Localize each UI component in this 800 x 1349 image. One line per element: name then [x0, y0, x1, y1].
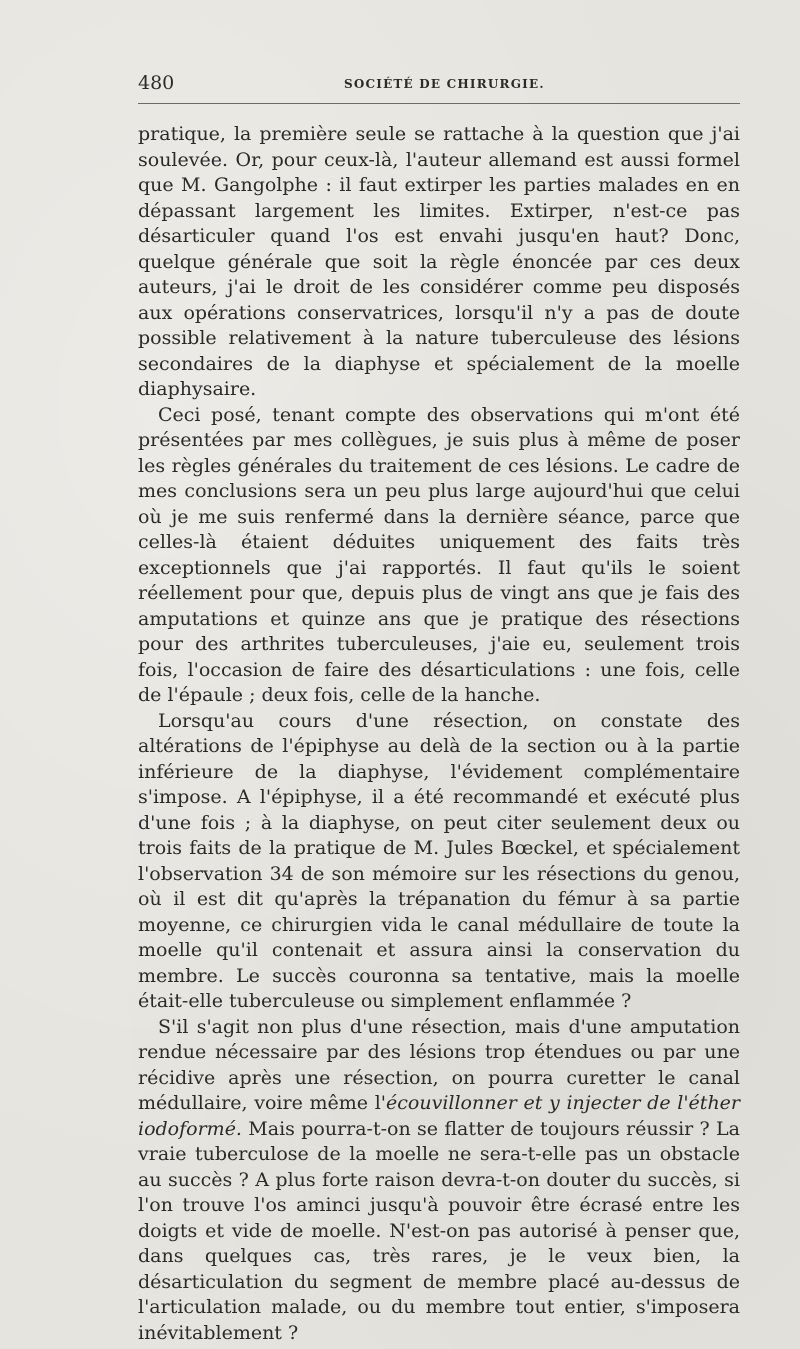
paragraph-3: Lorsqu'au cours d'une résection, on constate des altérations de l'épiphyse au delà de la section ou à la partie inférieure de la diaphyse, l'évidement complémentaire s'impose. A l'épiphyse, il a été recommandé et exécuté plus d'une fois ; à la diaphyse, on peut citer seulement deux ou trois faits de la pratique de M. Jules Bœckel, et spécialement l'observation 34 de son mémoire sur les résections du genou, où il est dit qu'après la trépanation du fémur à sa partie moyenne, ce chirurgien vida le canal médullaire de toute la moelle qu'il contenait et assura ainsi la conservation du membre. Le succès couronna sa tentative, mais la moelle était-elle tuberculeuse ou simplement enflammée ? — [138, 709, 740, 1012]
paragraph-2: Ceci posé, tenant compte des observations qui m'ont été présentées par mes collègues, je suis plus à même de poser les règles générales du traitement de ces lésions. Le cadre de mes conclusions sera un peu plus large aujourd'hui que celui où je me suis renfermé dans la dernière séance, parce que celles-là étaient déduites uniquement des faits très exceptionnels que j'ai rapportés. Il faut qu'ils le soient réellement pour que, depuis plus de vingt ans que je fais des amputations et quinze ans que je pratique des résections pour des arthrites tuberculeuses, j'aie eu, seulement trois fois, l'occasion de faire des désarticulations : une fois, celle de l'épaule ; deux fois, celle de la hanche. — [138, 403, 740, 706]
header-rule — [138, 103, 740, 104]
running-head: SOCIÉTÉ DE CHIRURGIE. — [344, 77, 545, 91]
page-number: 480 — [138, 72, 175, 94]
paragraph-4 — [138, 1015, 740, 1347]
paragraph-4-text-before: S'il s'agit non plus d'une résection, mais d'une amputation rendue nécessaire par des lésions trop étendues ou par une récidive après une résection, on pourra curetter le canal médullaire, voire même l' — [138, 1015, 740, 1114]
body-text — [138, 122, 740, 1346]
paragraph-4-italic-text: écouvillonner et y injecter de l'éther iodoformé. — [138, 1092, 741, 1140]
paragraph-1: pratique, la première seule se rattache à la question que j'ai soulevée. Or, pour ceux-là, l'auteur allemand est aussi formel que M. Gangolphe : il faut extirper les parties malades en en dépassant largement les limites. Extirper, n'est-ce pas désarticuler quand l'os est envahi jusqu'en haut? Donc, quelque générale que soit la règle énoncée par ces deux auteurs, j'ai le droit de les considérer comme peu disposés aux opérations conservatrices, lorsqu'il n'y a pas de doute possible relativement à la nature tuberculeuse des lésions secondaires de la diaphyse et spécialement de la moelle diaphysaire. — [138, 123, 740, 400]
page-header — [138, 72, 740, 100]
paragraph-4-text-after: Mais pourra-t-on se flatter de toujours réussir ? La vraie tuberculose de la moelle ne sera-t-elle pas un obstacle au succès ? A plus forte raison devra-t-on douter du succès, si l'on trouve l'os aminci jusqu'à pouvoir être écrasé entre les doigts et vide de moelle. N'est-on pas autorisé à penser que, dans quelques cas, très rares, je le veux bien, la désarticulation du segment de membre placé au-dessus de l'articulation malade, ou du membre tout entier, s'imposera inévitablement ? — [138, 1117, 740, 1344]
